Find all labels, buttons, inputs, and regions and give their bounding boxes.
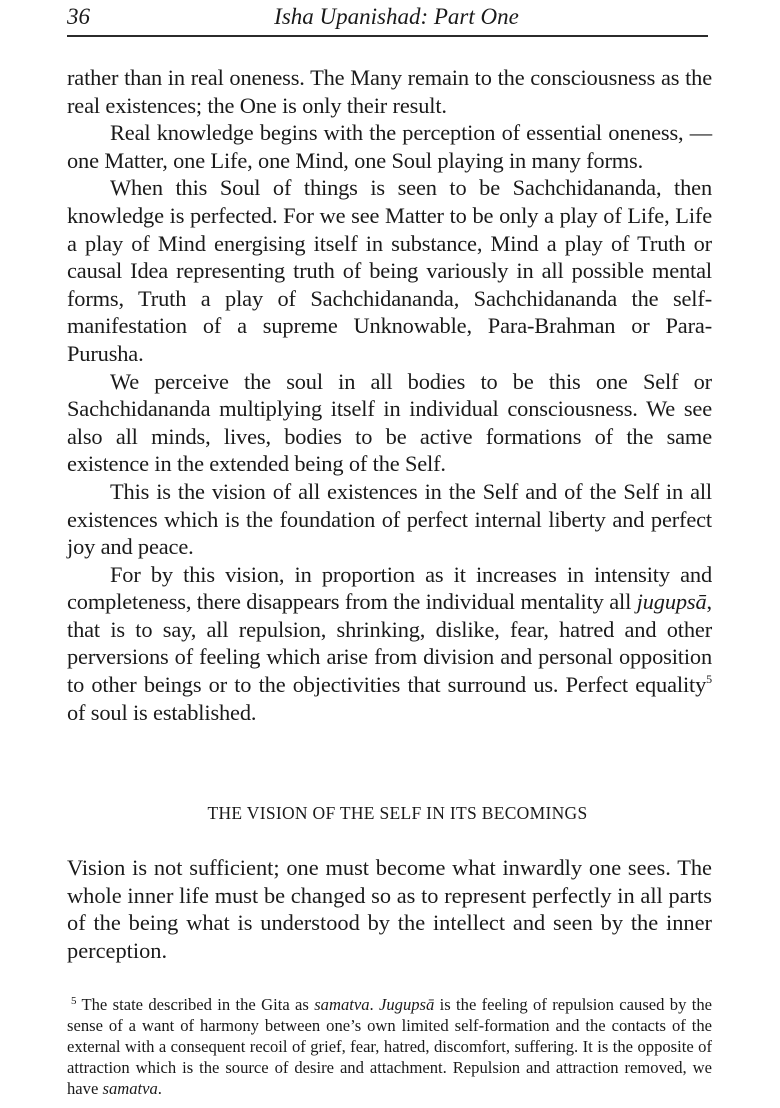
paragraph: When this Soul of things is seen to be Sachchidananda, then knowledge is perfected. For we see Matter to be only a play of Life, Life a play of Mind energising itself in substance, Mind a play of Truth or causal Idea representing truth of being variously in all possible mental forms, Truth a play of Sachchidananda, Sachchidananda the self-manifestation of a supreme Unknowable, Para-Brahman or Para-Purusha. xyxy=(67,175,712,366)
footnote-marker: 5 xyxy=(71,995,77,1007)
paragraph: rather than in real oneness. The Many remain to the consciousness as the real existences; the One is only their result. xyxy=(67,65,712,118)
footnote-text: The state described in the Gita as xyxy=(81,995,315,1014)
paragraph xyxy=(67,561,712,727)
header-rule xyxy=(67,35,708,37)
footnote-text: . xyxy=(157,1079,162,1098)
footnote-reference[interactable]: 5 xyxy=(706,672,712,687)
sanskrit-term: jugupsā xyxy=(636,589,707,615)
section-heading: THE VISION OF THE SELF IN ITS BECOMINGS xyxy=(207,803,588,823)
sanskrit-term: Jugupsā xyxy=(379,995,435,1014)
body-text xyxy=(67,64,712,726)
footnote-text: . xyxy=(369,995,379,1014)
paragraph: We perceive the soul in all bodies to be this one Self or Sachchidananda multiplying itself in individual consciousness. We see also all minds, lives, bodies to be active formations of the same existence in the extended being of the Self. xyxy=(67,368,712,477)
footnote xyxy=(67,994,712,1099)
paragraph: Vision is not sufficient; one must become what inwardly one sees. The whole inner life must be changed so as to represent perfectly in all parts of the being what is understood by the intellect and seen by the inner perception. xyxy=(67,855,712,963)
footnote-text: is the feeling of repulsion caused by the sense of a want of harmony between one’s own limited self-formation and the contacts of the external with a consequent recoil of grief, fear, hatred, discomfort, suffering. It is the opposite of attraction which is the source of desire and attachment. Repulsion and attraction removed, we have xyxy=(67,995,712,1098)
sanskrit-term: samatva xyxy=(102,1079,158,1098)
running-title: Isha Upanishad: Part One xyxy=(274,4,519,29)
paragraph-text: For by this vision, in proportion as it increases in intensity and completeness, there disappears from the individual mentality all xyxy=(67,561,712,615)
running-head xyxy=(67,2,708,32)
paragraph: Real knowledge begins with the perception of essential oneness, — one Matter, one Life, one Mind, one Soul playing in many forms. xyxy=(67,120,712,173)
page-number: 36 xyxy=(67,4,90,29)
paragraph-text: of soul is established. xyxy=(67,699,257,725)
sanskrit-term: samatva xyxy=(314,995,370,1014)
paragraph: This is the vision of all existences in the Self and of the Self in all existences which is the foundation of perfect internal liberty and perfect joy and peace. xyxy=(67,478,712,560)
paragraph-text: , that is to say, all repulsion, shrinking, dislike, fear, hatred and other perversions of feeling which arise from division and personal opposition to other beings or to the objectivities that surround us. Perfect equality xyxy=(67,589,712,698)
section-body-text xyxy=(67,854,712,964)
footnotes xyxy=(67,994,712,1099)
